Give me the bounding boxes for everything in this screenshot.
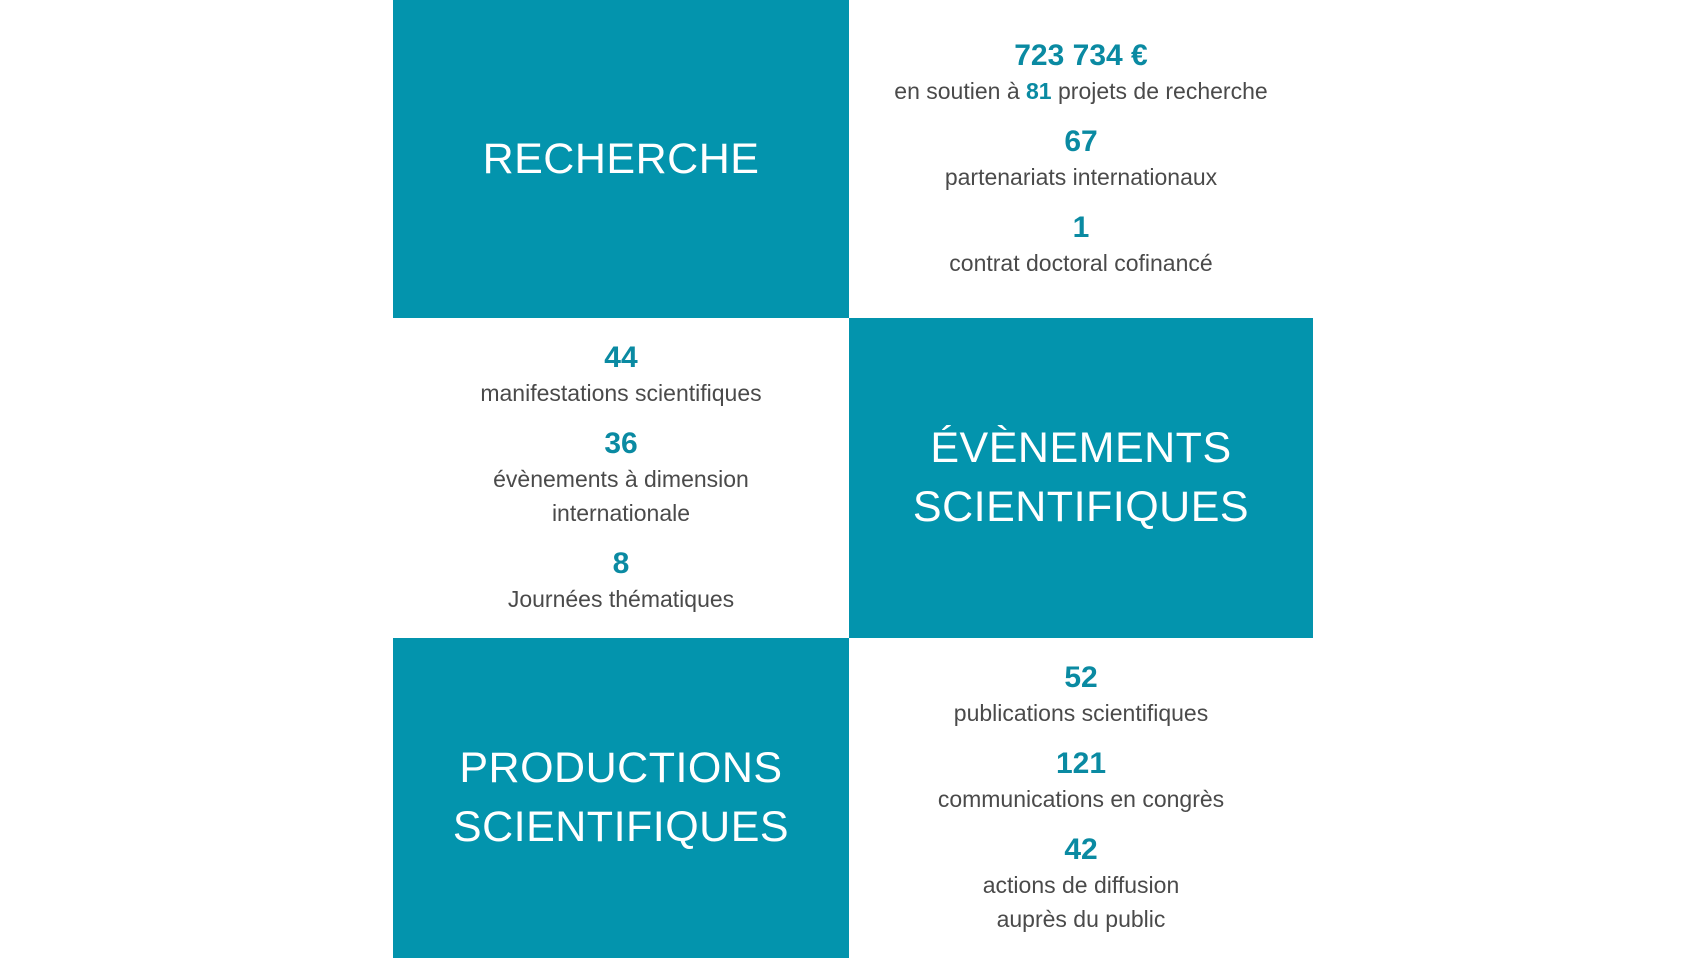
- stat-label: partenariats internationaux: [944, 164, 1218, 190]
- stat-value: 44: [604, 341, 638, 374]
- infographic-grid: [393, 0, 1313, 958]
- stat-value: 121: [1055, 747, 1107, 780]
- productions-block: [393, 638, 849, 958]
- title-line: ÉVÈNEMENTS: [930, 424, 1232, 472]
- productions-stats: [849, 638, 1313, 958]
- stat-value: 42: [1064, 833, 1098, 866]
- title-line: SCIENTIFIQUES: [452, 803, 790, 851]
- productions-title: [453, 739, 789, 857]
- stat-value: 8: [612, 547, 630, 580]
- stat-label: contrat doctoral cofinancé: [949, 250, 1213, 276]
- evenements-stats: [393, 318, 849, 638]
- evenements-title: [913, 419, 1249, 537]
- recherche-stats: [849, 0, 1313, 318]
- stat-value: 67: [1064, 125, 1098, 158]
- stat-label-suffix: projets de recherche: [1051, 78, 1268, 104]
- stat-label: publications scientifiques: [953, 700, 1209, 726]
- stat-label-line: internationale: [551, 500, 691, 526]
- stat-label-highlight: 81: [1026, 78, 1052, 104]
- stat-label: [983, 868, 1180, 936]
- stat-partnerships: [945, 124, 1217, 194]
- stat-label-line: auprès du public: [996, 906, 1166, 932]
- recherche-title: RECHERCHE: [482, 134, 760, 183]
- stat-value: 52: [1064, 661, 1098, 694]
- stat-value: 723 734 €: [1014, 39, 1148, 72]
- stat-label-line: actions de diffusion: [982, 872, 1180, 898]
- stat-label: communications en congrès: [937, 786, 1225, 812]
- stat-label: [493, 462, 749, 530]
- stat-label: [894, 74, 1267, 108]
- stat-public-outreach: [983, 832, 1180, 936]
- stat-manifestations: [480, 340, 761, 410]
- stat-value: 1: [1072, 211, 1090, 244]
- stat-label-prefix: en soutien à: [894, 78, 1027, 104]
- stat-doctoral-contract: [949, 210, 1212, 280]
- stat-funding: [894, 38, 1267, 108]
- stat-label: manifestations scientifiques: [480, 380, 762, 406]
- stat-value: 36: [604, 427, 638, 460]
- title-line: PRODUCTIONS: [459, 744, 783, 792]
- stat-label-line: évènements à dimension: [493, 466, 749, 492]
- recherche-block: [393, 0, 849, 318]
- stat-international-events: [493, 426, 749, 530]
- stat-thematic-days: [508, 546, 734, 616]
- stat-label: Journées thématiques: [507, 586, 735, 612]
- stat-publications: [954, 660, 1208, 730]
- title-line: SCIENTIFIQUES: [912, 483, 1250, 531]
- stat-communications: [938, 746, 1224, 816]
- evenements-block: [849, 318, 1313, 638]
